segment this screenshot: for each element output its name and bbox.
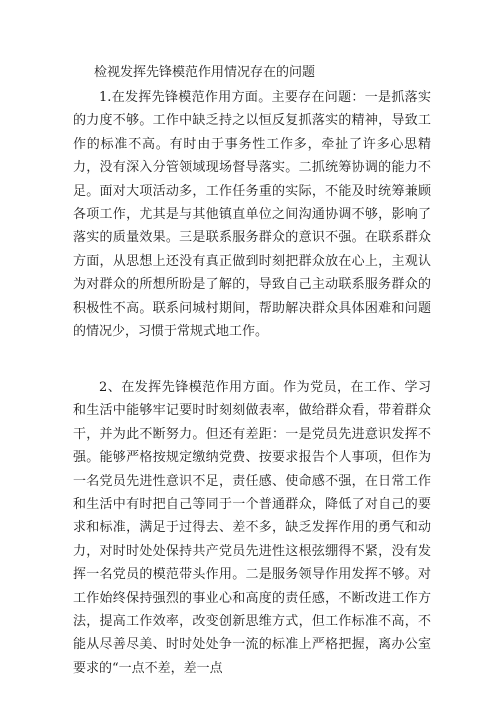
paragraph-1: 1.在发挥先锋模范作用方面。主要存在问题：一是抓落实的力度不够。工作中缺乏持之以恒反复抓落实的精神，导致工作的标准不高。有时由于事务性工作多，牵扯了许多心思精力，没有深入分管领域现场督导落实。二抓统筹协调的能力不足。面对大项活动多，工作任务重的实际，不能及时统筹兼顾各项工作，尤其是与其他镇直单位之间沟通协调不够，影响了落实的质量效果。三是联系服务群众的意识不强。在联系群众方面，从思想上还没有真正做到时刻把群众放在心上，主观认为对群众的所想所盼是了解的，导致自己主动联系服务群众的积极性不高。联系问城村期间，帮助解决群众具体困难和问题的情况少，习惯于常规式地工作。	[73, 90, 431, 340]
paragraph-2: 2、在发挥先锋模范作用方面。作为党员，在工作、学习和生活中能够牢记要时时刻刻做表率，做给群众看，带着群众干，并为此不断努力。但还有差距：一是党员先进意识发挥不强。能够严格按规定缴纳党费、按要求报告个人事项，但作为一名党员先进性意识不足，责任感、使命感不强，在日常工作和生活中有时把自己等同于一个普通群众，降低了对自己的要求和标准，满足于过得去、差不多，缺乏发挥作用的勇气和动力，对时时处处保持共产党员先进性这根弦绷得不紧，没有发挥一名党员的模范带头作用。二是服务领导作用发挥不够。对工作始终保持强烈的事业心和高度的责任感，不断改进工作方法，提高工作效率，改变创新思维方式，但工作标准不高，不能从尽善尽美、时时处处争一流的标准上严格把握，离办公室要求的“一点不差，差一点	[73, 380, 431, 676]
document-title: 检视发挥先锋模范作用情况存在的问题	[94, 65, 316, 80]
